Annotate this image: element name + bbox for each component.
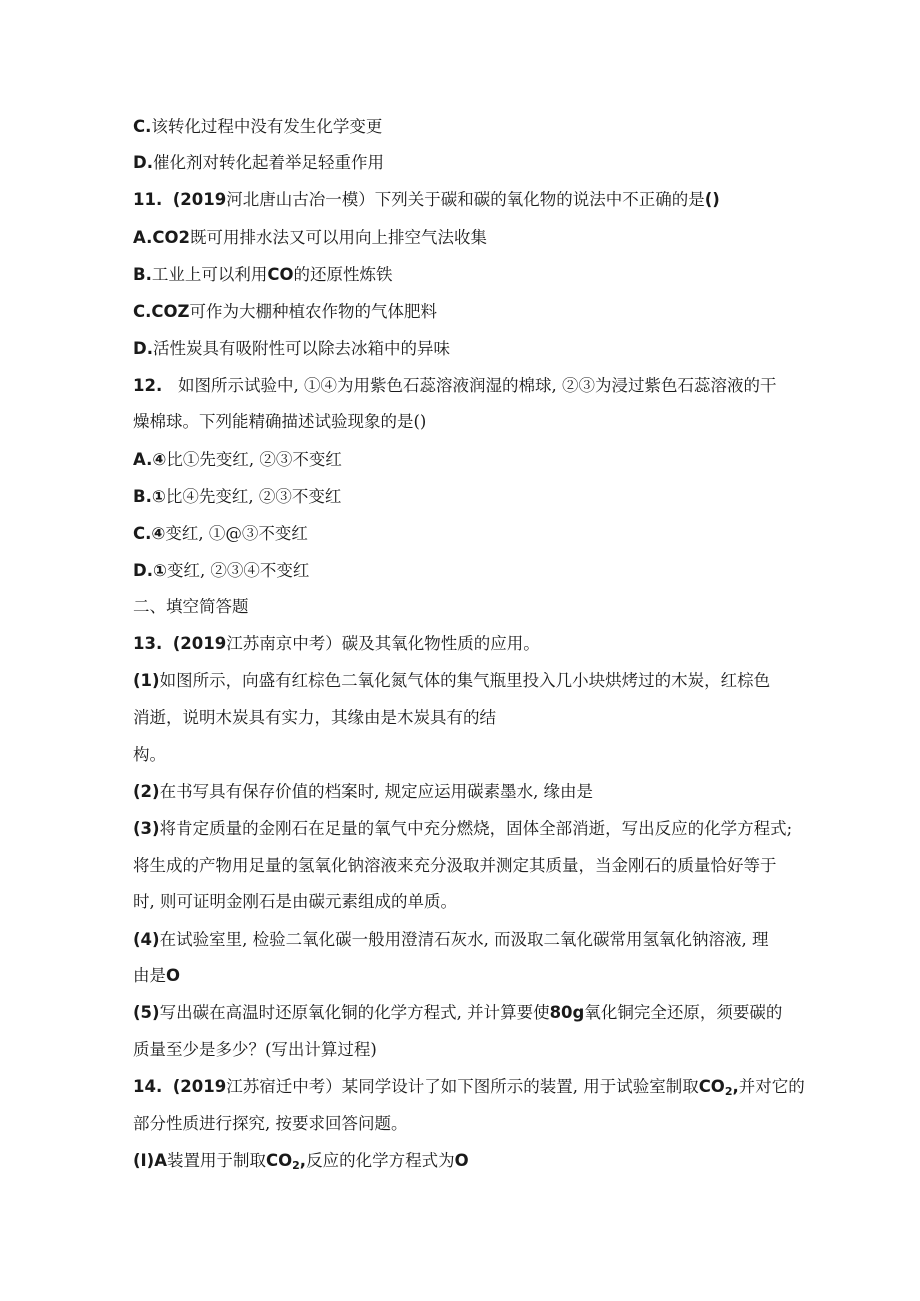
- q11-option-b: B.工业上可以利用CO的还原性炼铁: [133, 265, 393, 284]
- question-12-stem-cont: 燥棉球。下列能精确描述试验现象的是(): [133, 412, 427, 431]
- q12-option-a: A.④比①先变红, ②③不变红: [133, 450, 342, 469]
- q11-option-a: A.CO2既可用排水法又可以用向上排空气法收集: [133, 228, 487, 247]
- q13-part-1-cont: 消逝，说明木炭具有实力，其缘由是木炭具有的结: [133, 708, 496, 727]
- question-12-stem: 12. 如图所示试验中, ①④为用紫色石蕊溶液润湿的棉球, ②③为浸过紫色石蕊溶液的干: [133, 376, 777, 395]
- option-d-line: D.催化剂对转化起着举足轻重作用: [133, 153, 384, 172]
- question-14-stem: 14. (2019江苏宿迁中考）某同学设计了如下图所示的装置, 用于试验室制取$CO_2$,并对它的: [133, 1077, 805, 1098]
- option-c-line: C.该转化过程中没有发生化学变更: [133, 117, 383, 136]
- q13-part-3: (3)将肯定质量的金刚石在足量的氧气中充分燃烧，固体全部消逝，写出反应的化学方程式;: [133, 819, 793, 838]
- q13-part-3-end: 时, 则可证明金刚石是由碳元素组成的单质。: [133, 892, 457, 911]
- question-13-stem: 13. (2019江苏南京中考）碳及其氧化物性质的应用。: [133, 634, 540, 653]
- question-14-stem-cont: 部分性质进行探究, 按要求回答问题。: [133, 1114, 408, 1133]
- q13-part-4: (4)在试验室里, 检验二氧化碳一般用澄清石灰水, 而汲取二氧化碳常用氢氧化钠溶液, 理: [133, 930, 769, 949]
- section-heading: 二、填空简答题: [133, 597, 249, 616]
- q13-part-5: (5)写出碳在高温时还原氧化铜的化学方程式, 并计算要使80g氧化铜完全还原，须要碳的: [133, 1003, 783, 1022]
- question-11-stem: 11. (2019河北唐山古冶一模）下列关于碳和碳的氧化物的说法中不正确的是(): [133, 190, 720, 209]
- q13-part-3-cont: 将生成的产物用足量的氢氧化钠溶液来充分汲取并测定其质量，当金刚石的质量恰好等于: [133, 856, 777, 875]
- q13-part-1: (1)如图所示，向盛有红棕色二氧化氮气体的集气瓶里投入几小块烘烤过的木炭，红棕色: [133, 671, 771, 690]
- q14-part-1: (I)A装置用于制取$CO_2$,反应的化学方程式为O: [133, 1151, 469, 1172]
- q12-option-d: D.①变红, ②③④不变红: [133, 561, 310, 580]
- q12-option-c: C.④变红, ①@③不变红: [133, 524, 308, 543]
- q12-option-b: B.①比④先变红, ②③不变红: [133, 487, 342, 506]
- q13-part-1-end: 构。: [133, 745, 166, 764]
- q11-option-d: D.活性炭具有吸附性可以除去冰箱中的异味: [133, 339, 450, 358]
- q13-part-5-cont: 质量至少是多少？(写出计算过程): [133, 1040, 377, 1059]
- q13-part-4-cont: 由是O: [133, 966, 181, 985]
- q11-option-c: C.COZ可作为大棚种植农作物的气体肥料: [133, 302, 437, 321]
- q13-part-2: (2)在书写具有保存价值的档案时, 规定应运用碳素墨水, 缘由是: [133, 782, 594, 801]
